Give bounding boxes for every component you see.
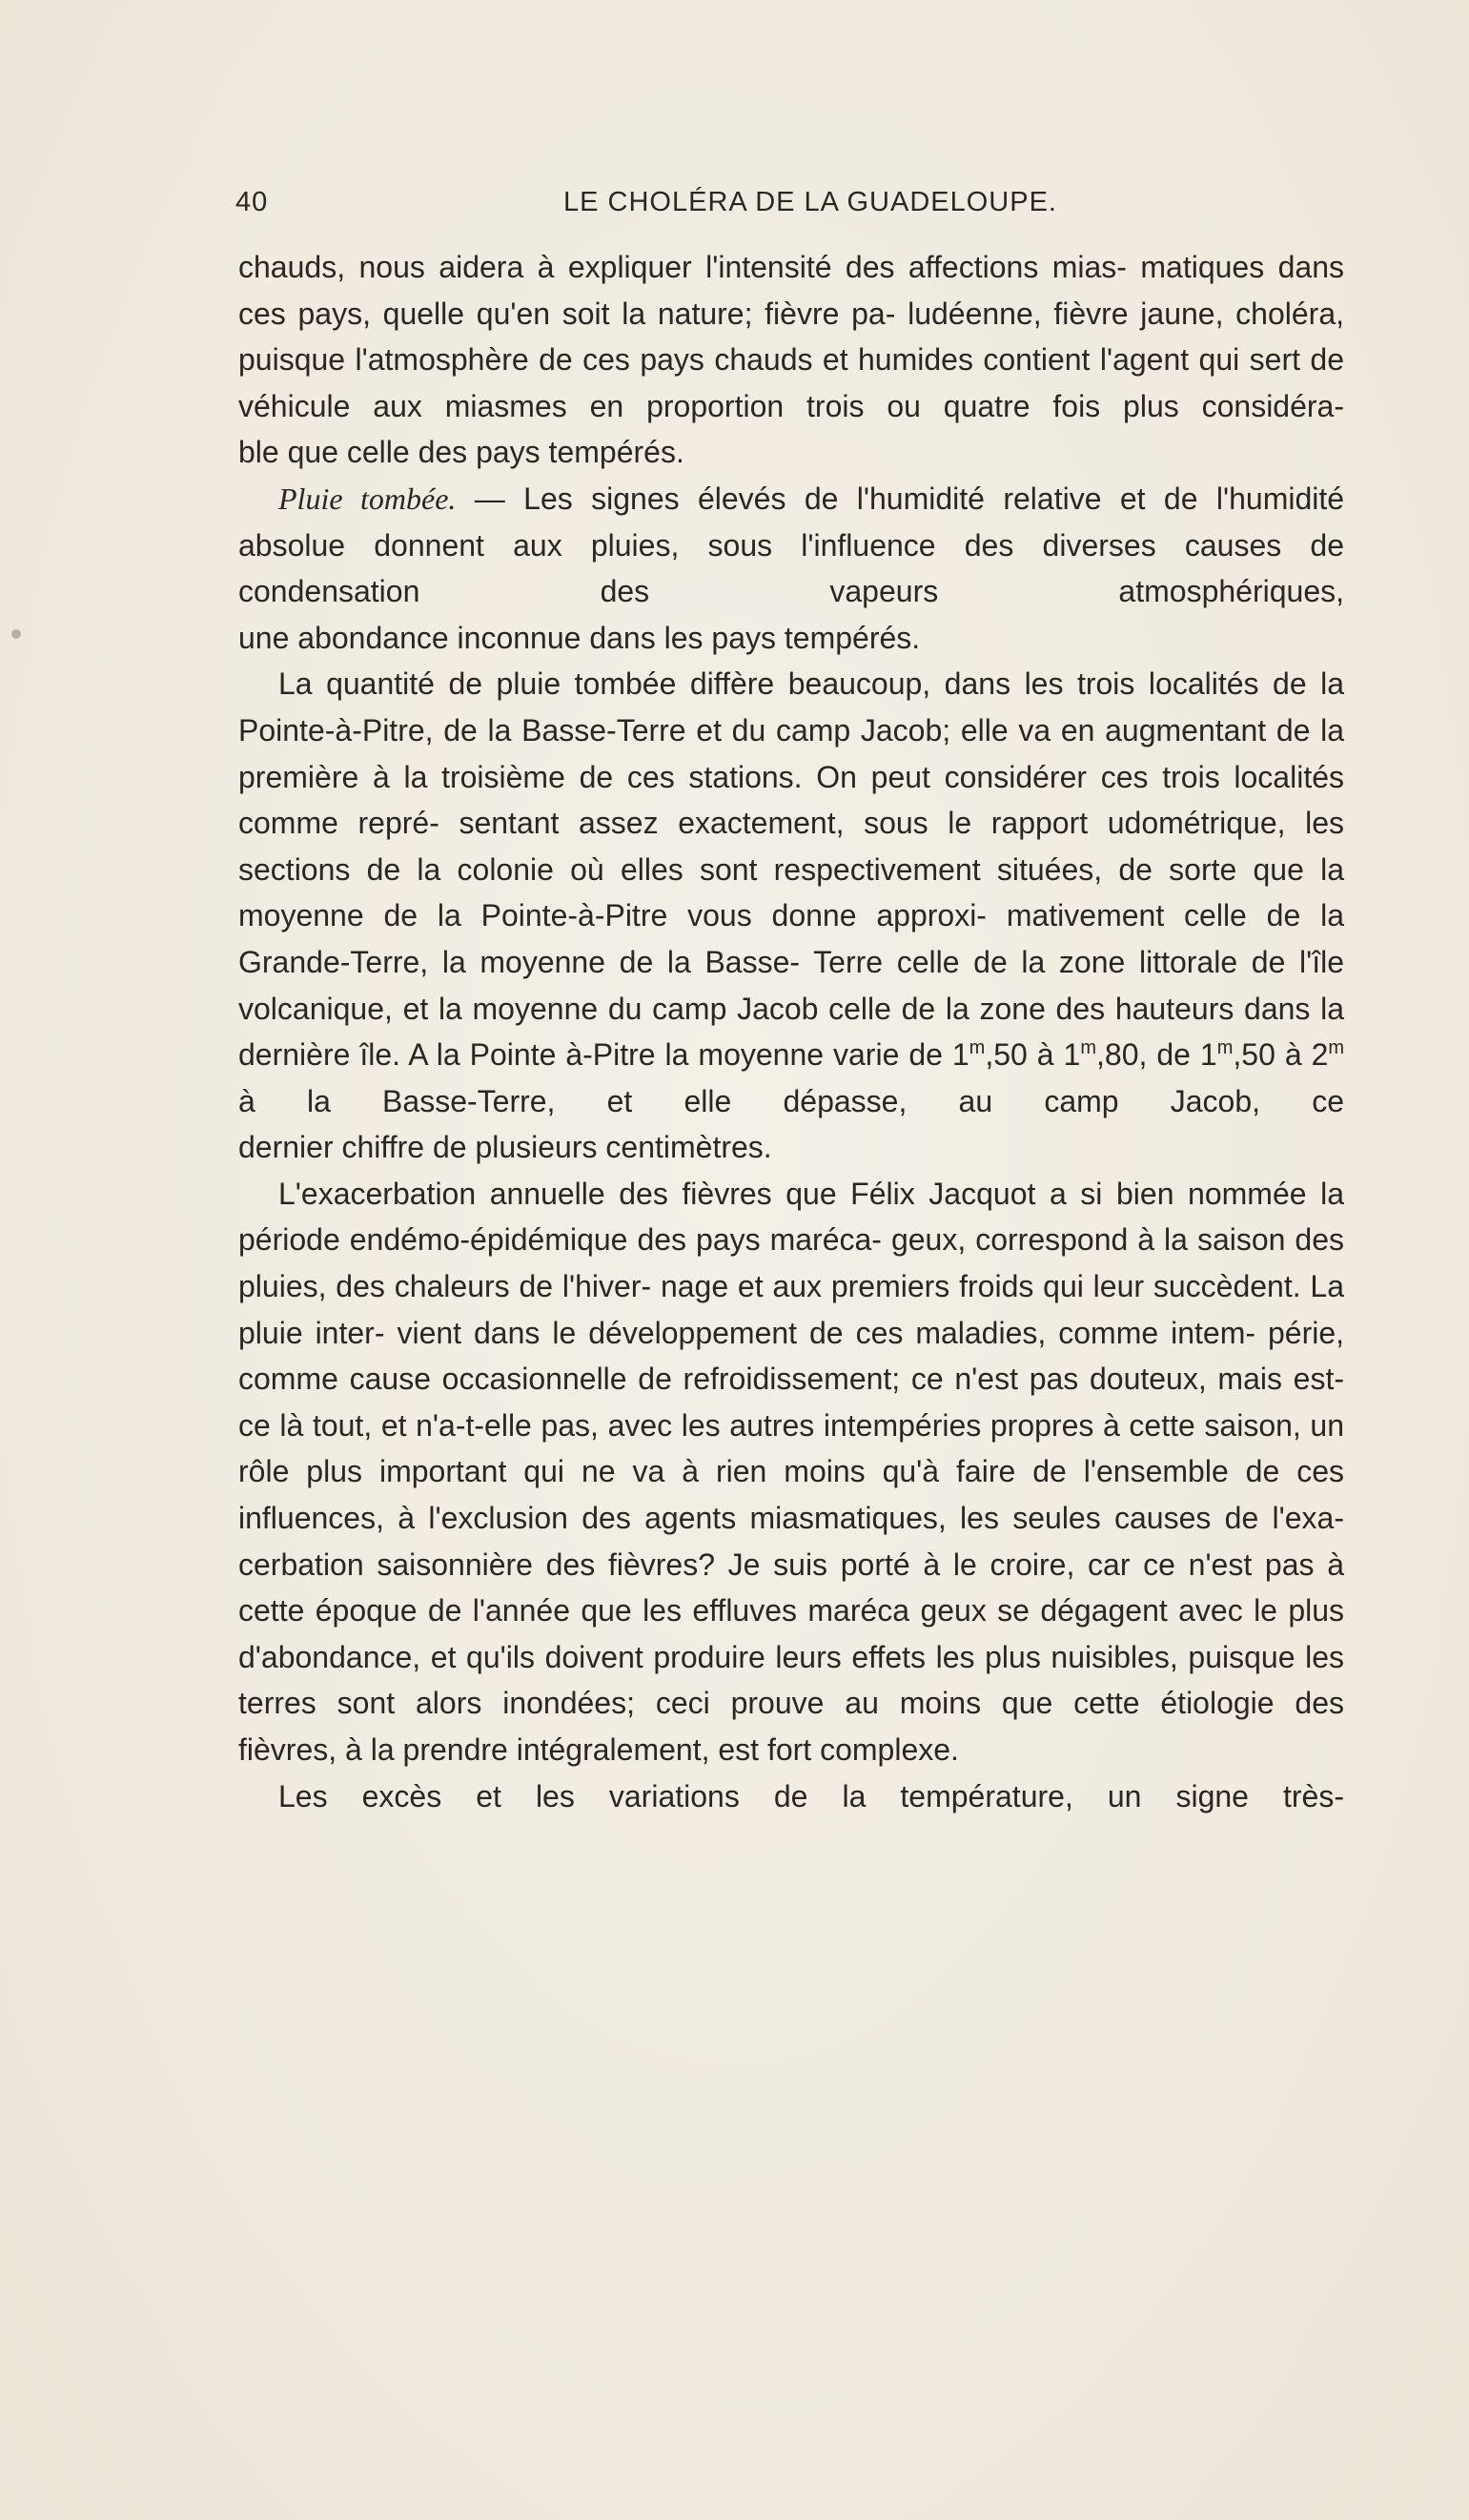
text-line: geux, correspond à la saison des pluies, des chaleurs de l'hiver- xyxy=(238,1222,1345,1304)
section-lead-in: Pluie tombée. xyxy=(278,481,457,516)
text-line: chauds, nous aidera à expliquer l'intensité des affections mias- xyxy=(238,250,1127,284)
text-line: périe, comme cause occasionnelle de refroidissement; ce n'est xyxy=(238,1315,1345,1397)
text-line: produire leurs effets les plus nuisibles, puisque les terres sont xyxy=(238,1639,1345,1721)
text-line: diverses causes de condensation des vapeurs atmosphériques, xyxy=(238,527,1345,609)
text-line: bien nommée la période endémo-épidémique des pays maréca- xyxy=(238,1176,1345,1258)
text-line: une abondance inconnue dans les pays tempérés. xyxy=(238,620,921,655)
text-line: sorte que la moyenne de la Pointe-à-Pitre vous donne approxi- xyxy=(238,851,1345,933)
text-line: Terre celle de la zone littorale de l'île volcanique, et la moyenne xyxy=(238,944,1345,1026)
text-fragment: à la Basse-Terre, et elle dépasse, au camp Jacob, ce xyxy=(238,1083,1344,1118)
page-number: 40 xyxy=(235,187,269,217)
text-fragment: île. A la Pointe à-Pitre la moyenne varie de 1 xyxy=(359,1037,969,1073)
text-fragment: 1 xyxy=(1199,1037,1217,1073)
paragraph-quantity-end xyxy=(238,1124,1344,1171)
body-text xyxy=(238,244,1344,1819)
text-line: dernier chiffre de plusieurs centimètres. xyxy=(238,1130,772,1165)
paragraph-temperature xyxy=(238,1773,1344,1820)
text-line: alors inondées; ceci prouve au moins que cette étiologie des xyxy=(416,1686,1345,1721)
text-line: Jacob; elle va en augmentant de la première à la troisième de xyxy=(238,712,1344,794)
unit-superscript: m xyxy=(1328,1037,1345,1059)
paragraph-rain-end xyxy=(238,615,1344,662)
unit-superscript: m xyxy=(1216,1037,1234,1059)
text-line: La quantité de pluie tombée diffère beaucoup, dans les trois xyxy=(278,666,1135,702)
text-fragment: ,50 à 2 xyxy=(1233,1037,1329,1073)
paragraph-continued xyxy=(238,244,1344,429)
text-line: vient dans le développement de ces maladies, comme intem- xyxy=(397,1315,1256,1350)
text-line: de l'humidité absolue donnent aux pluies, sous l'influence des xyxy=(238,481,1345,563)
text-line: aux miasmes en proportion trois ou quatre fois plus considéra- xyxy=(373,388,1345,423)
text-line: geux se dégagent avec le plus d'abondance, et qu'ils doivent xyxy=(238,1593,1345,1674)
text-line: du camp Jacob celle de la zone des hauteurs dans la dernière xyxy=(238,991,1345,1073)
text-line: fièvres, à la prendre intégralement, est fort complexe. xyxy=(238,1732,959,1767)
text-line: ces stations. On peut considérer ces trois localités comme repré- xyxy=(238,759,1345,841)
paragraph-rain xyxy=(238,476,1344,615)
running-title: LE CHOLÉRA DE LA GUADELOUPE. xyxy=(563,187,1057,217)
text-line: intempéries propres à cette saison, un rôle plus important qui xyxy=(238,1407,1345,1489)
unit-superscript: m xyxy=(969,1037,986,1059)
paragraph-exacerbation xyxy=(238,1171,1344,1727)
margin-speck xyxy=(11,629,21,639)
text-line: ce n'est pas à cette époque de l'année que les effluves maréca xyxy=(238,1547,1345,1629)
paragraph-quantity xyxy=(238,661,1344,1124)
text-fragment: ,80, de xyxy=(1096,1037,1191,1073)
text-line: sentant assez exactement, sous le rapport udométrique, les xyxy=(459,806,1345,841)
text-line: l'exclusion des agents miasmatiques, les seules causes de l'exa- xyxy=(428,1501,1345,1536)
paragraph-exacerbation-end xyxy=(238,1727,1344,1773)
text-line: Les excès et les variations de la température, un signe très- xyxy=(278,1778,1344,1813)
unit-superscript: m xyxy=(1080,1037,1097,1059)
paragraph-continued-end xyxy=(238,429,1344,476)
text-line: pas douteux, mais est-ce là tout, et n'a-t-elle pas, avec les autres xyxy=(238,1362,1345,1443)
text-fragment: ,50 à 1 xyxy=(985,1037,1081,1073)
text-line: — Les signes élevés de l'humidité relative et xyxy=(474,481,1146,516)
text-line: ne va à rien moins qu'à faire de l'ensemble de ces influences, à xyxy=(238,1454,1345,1536)
text-line: L'exacerbation annuelle des fièvres que Félix Jacquot a si xyxy=(278,1176,1103,1211)
running-head xyxy=(235,187,1347,225)
text-line: ludéenne, fièvre jaune, choléra, puisque l'atmosphère de ces xyxy=(238,296,1345,378)
text-line: cerbation saisonnière des fièvres? Je suis porté à le croire, car xyxy=(238,1547,1131,1582)
text-line xyxy=(359,1037,1191,1072)
text-line: pays chauds et humides contient l'agent qui sert de véhicule xyxy=(238,342,1344,423)
text-line: nage et aux premiers froids qui leur succèdent. La pluie inter- xyxy=(238,1269,1345,1350)
text-line: matiques dans ces pays, quelle qu'en soit la nature; fièvre pa- xyxy=(238,250,1345,331)
text-line: ble que celle des pays tempérés. xyxy=(238,435,684,470)
text-line: mativement celle de la Grande-Terre, la moyenne de la Basse- xyxy=(238,898,1345,979)
text-line: localités de la Pointe-à-Pitre, de la Basse-Terre et du camp xyxy=(238,666,1345,748)
text-line: sections de la colonie où elles sont respectivement situées, de xyxy=(238,851,1153,887)
